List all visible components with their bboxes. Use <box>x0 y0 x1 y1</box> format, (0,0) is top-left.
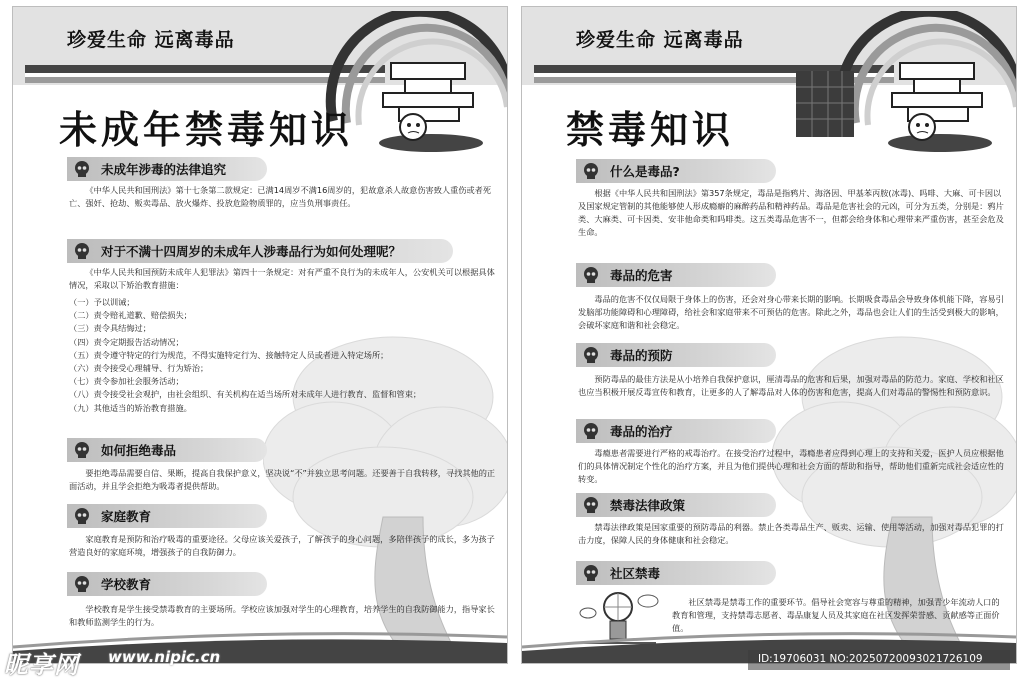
list-item: （五）责令遵守特定的行为规范，不得实施特定行为、接触特定人员或者进入特定场所； <box>69 349 389 360</box>
section-heading-label: 什么是毒品? <box>610 164 680 179</box>
section-heading-family <box>67 504 267 528</box>
page-title: 未成年禁毒知识 <box>59 107 354 152</box>
section-body: 《中华人民共和国预防未成年人犯罪法》第四十一条规定：对有严重不良行为的未成年人，公安机关可以根据具体情况，采取以下矫治教育措施： <box>69 267 495 290</box>
list-item: （九）其他适当的矫治教育措施。 <box>69 402 192 413</box>
drug-mascot-illustration <box>369 57 489 157</box>
skull-icon <box>73 507 91 525</box>
image-id-text: ID:19706031 NO:20250720093021726109 <box>758 653 983 665</box>
section-body: 禁毒法律政策是国家重要的预防毒品的利器。禁止各类毒品生产、贩卖、运输、使用等活动，加强对毒品犯罪的打击力度，保障人民的身体健康和社会稳定。 <box>578 522 1004 545</box>
section-heading-prevention <box>576 343 776 367</box>
skull-icon <box>73 575 91 593</box>
list-item: （四）责令定期报告活动情况； <box>69 336 184 347</box>
skull-icon <box>582 266 600 284</box>
slogan: 珍爱生命 远离毒品 <box>67 29 235 51</box>
left-poster <box>12 6 508 664</box>
skull-icon <box>582 346 600 364</box>
section-body: 毒瘾患者需要进行严格的戒毒治疗。在接受治疗过程中，毒瘾患者应得到心理上的支持和关爱，医护人员应根据他们的具体情况制定个性化的治疗方案，并且为他们提供心理和社会方面的帮助和指导，帮助他们重新完成社会适应性的转变。 <box>578 448 1004 484</box>
section-heading-label: 社区禁毒 <box>610 566 661 581</box>
section-body: 学校教育是学生接受禁毒教育的主要场所。学校应该加强对学生的心理教育，培养学生的自我防御能力，指导家长和教师监测学生的行为。 <box>69 604 495 627</box>
list-item: （二）责令赔礼道歉、赔偿损失； <box>69 310 192 321</box>
section-body: 根据《中华人民共和国刑法》第357条规定，毒品是指鸦片、海洛因、甲基苯丙胺(冰毒)、吗啡、大麻、可卡因以及国家规定管制的其他能够使人形成瘾癖的麻醉药品和精神药品。毒品是危害社会的元凶，可分为五类，分别是：鸦片类、大麻类、可卡因类、安非他命类和吗啡类。这五类毒品危害不一，但都会给身体和心理带来严重伤害，甚至会危及生命。 <box>578 188 1004 237</box>
section-heading-label: 禁毒法律政策 <box>610 498 686 513</box>
section-heading-legal <box>67 157 267 181</box>
site-watermark: 昵享网 <box>4 651 79 679</box>
skull-icon <box>73 160 91 178</box>
section-heading-treatment <box>576 419 776 443</box>
section-heading-label: 对于不满十四周岁的未成年人涉毒品行为如何处理呢？ <box>101 244 402 259</box>
skull-icon <box>582 422 600 440</box>
skull-icon <box>582 564 600 582</box>
section-heading-label: 如何拒绝毒品 <box>101 443 177 458</box>
section-heading-label: 未成年涉毒的法律追究 <box>101 162 227 177</box>
skull-icon <box>582 162 600 180</box>
section-heading-label: 毒品的治疗 <box>610 424 673 439</box>
footer-strip <box>0 668 1024 685</box>
section-heading-what-is-drug <box>576 159 776 183</box>
list-item: （八）责令接受社会观护，由社会组织、有关机构在适当场所对未成年人进行教育、监督和管束； <box>69 389 422 400</box>
slogan: 珍爱生命 远离毒品 <box>576 29 744 51</box>
page-title: 禁毒知识 <box>566 107 735 152</box>
measures-list <box>69 296 497 415</box>
bottom-wave <box>13 623 507 663</box>
section-body: 毒品的危害不仅仅局限于身体上的伤害，还会对身心带来长期的影响。长期吸食毒品会导致身体机能下降，容易引发脑部功能障碍和心理障碍，给社会和家庭带来不可预估的危害。除此之外，毒品也会让人们的生活受到极大的影响，会破坏家庭和谐和社会稳定。 <box>578 294 1004 330</box>
section-body: 社区禁毒是禁毒工作的重要环节。倡导社会宽容与尊重的精神，加强青少年流动人口的教育和管理，支持禁毒志愿者、毒品康复人员及其家庭在社区发挥荣誉感、贡献感等正面价值。 <box>672 597 1000 633</box>
list-item: （六）责令接受心理辅导、行为矫治； <box>69 363 209 374</box>
list-item: （三）责令具结悔过； <box>69 323 151 334</box>
skull-icon <box>582 496 600 514</box>
section-body: 预防毒品的最佳方法是从小培养自我保护意识，厘清毒品的危害和后果，加强对毒品的防范力。家庭、学校和社区也应当积极开展反毒宣传和教育，让更多的人了解毒品对人体的伤害和危害，提高人们对毒品的警惕性和预防意识。 <box>578 374 1004 397</box>
site-watermark-url: www.nipic.cn <box>108 648 221 666</box>
section-heading-label: 学校教育 <box>101 577 152 592</box>
section-heading-policy <box>576 493 776 517</box>
section-heading-community <box>576 561 776 585</box>
image-id-bar <box>748 650 1010 670</box>
skull-icon <box>73 242 91 260</box>
section-heading-under14 <box>67 239 453 263</box>
right-poster <box>521 6 1017 664</box>
section-heading-label: 毒品的危害 <box>610 268 673 283</box>
section-heading-school <box>67 572 267 596</box>
drug-mascot-illustration <box>878 57 998 157</box>
list-item: （七）责令参加社会服务活动； <box>69 376 184 387</box>
section-heading-label: 家庭教育 <box>101 509 152 524</box>
section-body: 家庭教育是预防和治疗吸毒的重要途径。父母应该关爱孩子，了解孩子的身心问题，多陪伴孩子的成长，多为孩子营造良好的家庭环境，增强孩子的自我防御力。 <box>69 534 495 557</box>
blocks-illustration <box>790 63 860 143</box>
skull-icon <box>73 441 91 459</box>
section-body: 要拒绝毒品需要自信、果断，提高自我保护意义，坚决说“不”并独立思考问题。还要善于自我转移，寻找其他的正面活动，并且学会拒绝为吸毒者提供帮助。 <box>69 468 496 491</box>
section-heading-refuse <box>67 438 267 462</box>
section-heading-label: 毒品的预防 <box>610 348 673 363</box>
section-body: 《中华人民共和国刑法》第十七条第二款规定：已满14周岁不满16周岁的，犯故意杀人故意伤害致人重伤或者死亡、强奸、抢劫、贩卖毒品、放火爆炸、投放危险物质罪的，应当负刑事责任。 <box>69 185 492 208</box>
list-item: （一）予以训诫； <box>69 297 135 307</box>
section-heading-harm <box>576 263 776 287</box>
